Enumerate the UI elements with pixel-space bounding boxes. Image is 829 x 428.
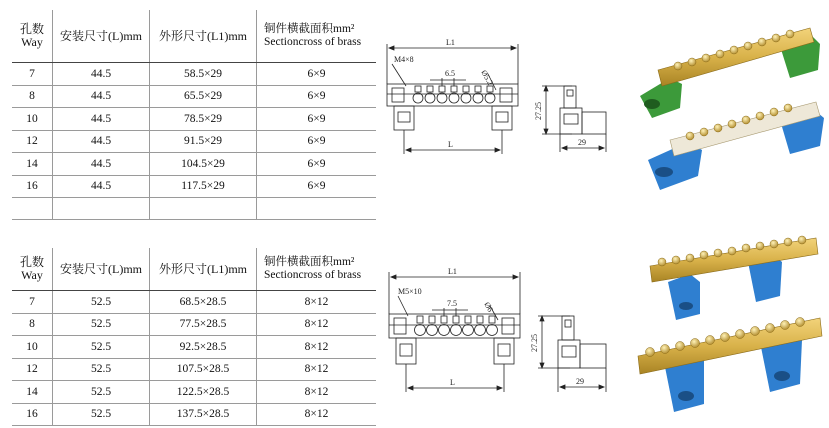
dim-l: L (448, 140, 453, 149)
busbar-blue-white-image (648, 102, 824, 190)
dim-l1: L1 (448, 268, 457, 276)
front-view-drawing-1 (384, 38, 524, 158)
cell-way: 8 (12, 85, 53, 108)
dim-hole: Ø5.2 (479, 68, 495, 87)
spec-table-2 (12, 248, 376, 426)
header-mount: 安装尺寸(L)mm (53, 10, 150, 63)
cell-section: 6×9 (257, 85, 377, 108)
product-photos (630, 0, 829, 428)
front-view-drawing-2 (386, 268, 526, 398)
table-row (12, 153, 376, 176)
cell-outer: 91.5×29 (150, 130, 257, 153)
table-row (12, 336, 376, 359)
cell-way: 14 (12, 381, 53, 404)
cell-section: 8×12 (257, 403, 377, 426)
table-header-row (12, 10, 376, 63)
header-holes-cn: 孔数 (19, 255, 44, 269)
header-section-en: Sectioncross of brass (264, 269, 362, 281)
dim-hole: Ø6 (482, 300, 495, 314)
cell-section: 6×9 (257, 175, 377, 198)
cell-mount: 44.5 (53, 63, 150, 86)
header-holes-en: Way (21, 35, 43, 49)
table-row (12, 63, 376, 86)
cell-outer: 92.5×28.5 (150, 336, 257, 359)
cell-mount: 52.5 (53, 313, 150, 336)
header-outer: 外形尺寸(L1)mm (150, 248, 257, 291)
cell-mount: 52.5 (53, 291, 150, 314)
dim-depth: 29 (578, 138, 586, 147)
cell-way: 16 (12, 175, 53, 198)
dim-pitch: 6.5 (445, 69, 455, 78)
busbar-green-image (640, 28, 820, 118)
dim-pitch: 7.5 (447, 299, 457, 308)
cell-way: 10 (12, 108, 53, 131)
cell-outer: 117.5×29 (150, 175, 257, 198)
cell-way: 8 (12, 313, 53, 336)
dim-screw: M4×8 (394, 55, 414, 64)
table-row (12, 291, 376, 314)
header-section-cn: 铜件横截面积mm² (264, 256, 355, 268)
cell-outer: 77.5×28.5 (150, 313, 257, 336)
cell-mount: 52.5 (53, 358, 150, 381)
cell-way: 16 (12, 403, 53, 426)
cell-outer: 78.5×29 (150, 108, 257, 131)
cell-mount: 44.5 (53, 130, 150, 153)
side-view-drawing-1 (532, 82, 618, 158)
cell-outer: 58.5×29 (150, 63, 257, 86)
cell-section: 8×12 (257, 358, 377, 381)
table-row (12, 85, 376, 108)
cell-section: 8×12 (257, 381, 377, 404)
dim-screw: M5×10 (398, 287, 422, 296)
dim-height: 27.25 (534, 102, 543, 120)
cell-outer: 68.5×28.5 (150, 291, 257, 314)
table-row (12, 175, 376, 198)
cell-mount: 44.5 (53, 175, 150, 198)
cell-mount: 44.5 (53, 108, 150, 131)
table-row (12, 381, 376, 404)
cell-outer: 122.5×28.5 (150, 381, 257, 404)
side-view-drawing-2 (528, 312, 618, 398)
cell-outer: 65.5×29 (150, 85, 257, 108)
cell-way: 10 (12, 336, 53, 359)
cell-mount: 44.5 (53, 153, 150, 176)
cell-mount: 52.5 (53, 403, 150, 426)
cell-mount: 52.5 (53, 336, 150, 359)
cell-way: 14 (12, 153, 53, 176)
header-mount: 安装尺寸(L)mm (53, 248, 150, 291)
dim-depth: 29 (576, 377, 584, 386)
table-row-blank (12, 198, 376, 220)
table-row (12, 358, 376, 381)
dim-l: L (450, 378, 455, 387)
cell-section: 8×12 (257, 336, 377, 359)
cell-section: 6×9 (257, 108, 377, 131)
cell-outer: 107.5×28.5 (150, 358, 257, 381)
busbar-blue-large-image (638, 318, 822, 413)
header-section-cn: 铜件横截面积mm² (264, 23, 355, 35)
table-row (12, 313, 376, 336)
spec-table-1 (12, 10, 376, 220)
cell-section: 6×9 (257, 130, 377, 153)
busbar-blue-small-image (650, 236, 818, 320)
table-header-row (12, 248, 376, 291)
header-holes-cn: 孔数 (19, 22, 44, 36)
dim-l1: L1 (446, 38, 455, 47)
cell-outer: 104.5×29 (150, 153, 257, 176)
table-row (12, 130, 376, 153)
table-row (12, 108, 376, 131)
cell-mount: 44.5 (53, 85, 150, 108)
header-outer: 外形尺寸(L1)mm (150, 10, 257, 63)
header-holes-en: Way (21, 268, 43, 282)
dim-height: 27.25 (530, 334, 539, 352)
cell-section: 6×9 (257, 63, 377, 86)
cell-section: 8×12 (257, 291, 377, 314)
cell-section: 6×9 (257, 153, 377, 176)
cell-way: 12 (12, 358, 53, 381)
header-section-en: Sectioncross of brass (264, 36, 362, 48)
cell-mount: 52.5 (53, 381, 150, 404)
table-row (12, 403, 376, 426)
cell-section: 8×12 (257, 313, 377, 336)
cell-way: 7 (12, 63, 53, 86)
cell-outer: 137.5×28.5 (150, 403, 257, 426)
cell-way: 7 (12, 291, 53, 314)
cell-way: 12 (12, 130, 53, 153)
